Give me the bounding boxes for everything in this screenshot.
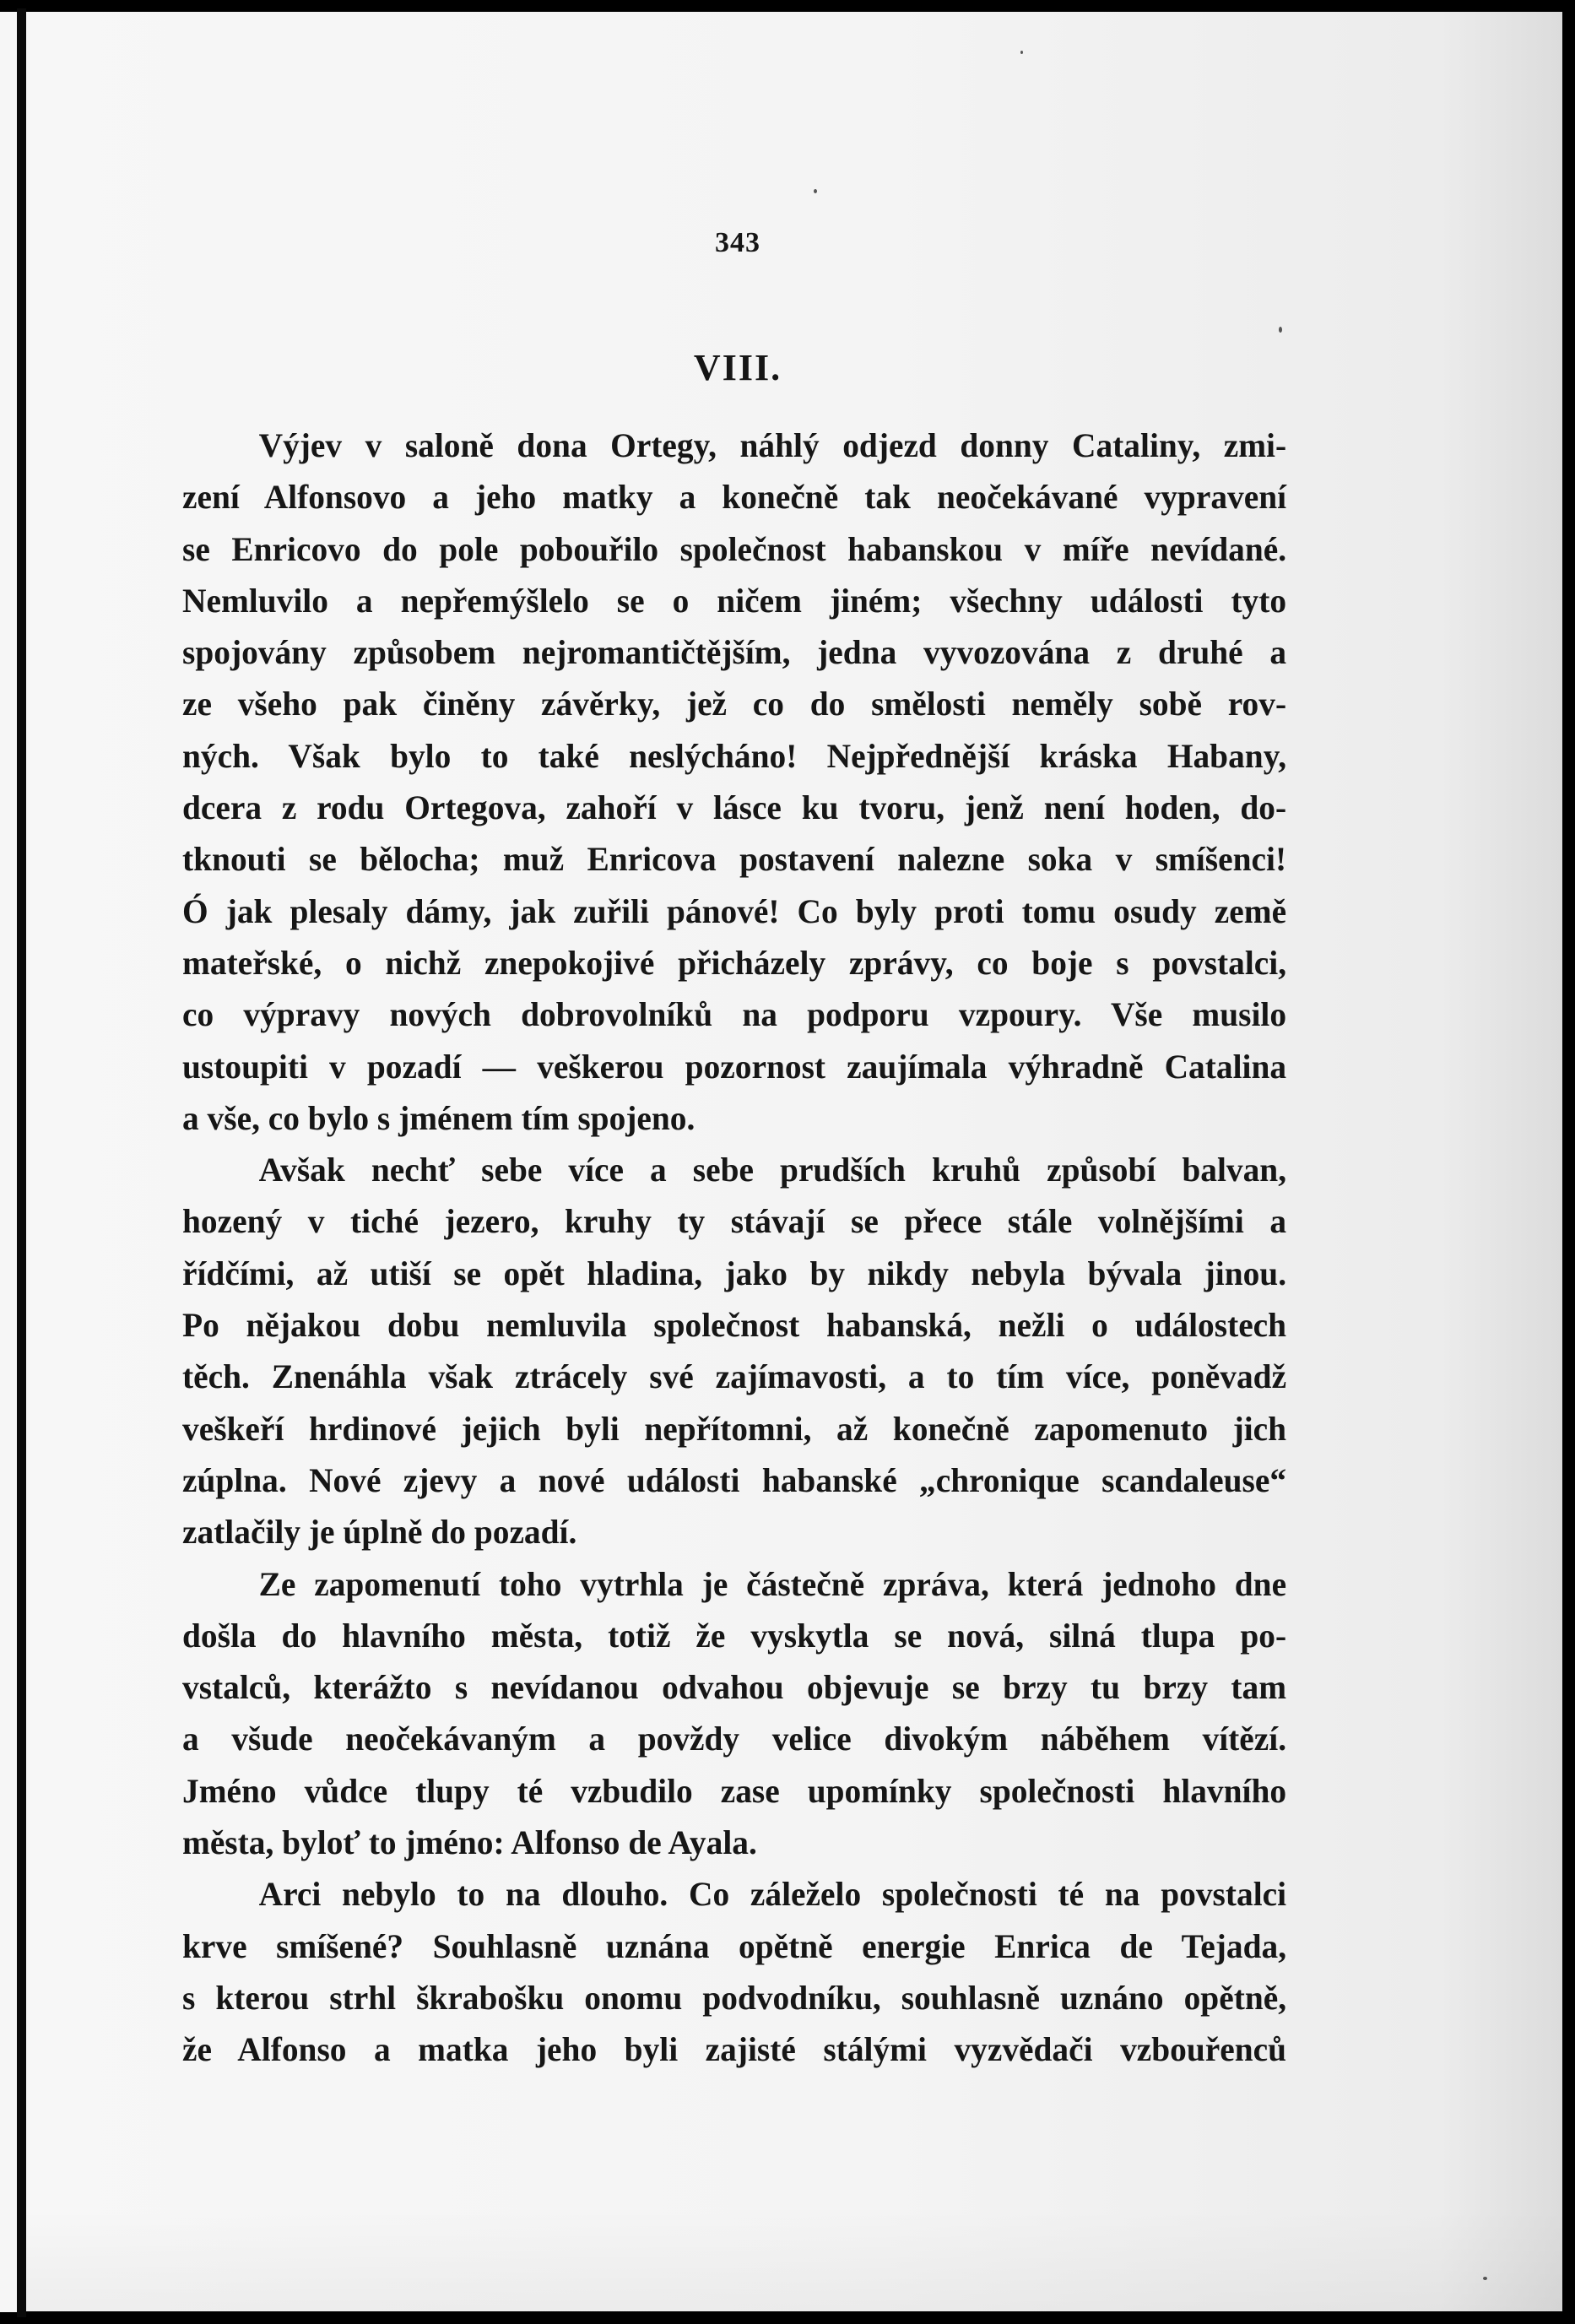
text-line: Nemluvilo a nepřemýšlelo se o ničem jiném; všechny události tyto: [182, 581, 1287, 620]
outer-margin-strip: [0, 12, 17, 2312]
text-line: zení Alfonsovo a jeho matky a konečně tak neočekávané vypravení: [182, 478, 1287, 517]
text-line: řídčími, až utiší se opět hladina, jako by nikdy nebyla bývala jinou.: [182, 1254, 1287, 1292]
text-line: co výpravy nových dobrovolníků na podporu vzpoury. Vše musilo: [182, 995, 1287, 1034]
text-line: že Alfonso a matka jeho byli zajisté stálými vyzvědači vzbouřenců: [182, 2030, 1287, 2069]
text-line: spojovány způsobem nejromantičtějším, jedna vyvozována z druhé a: [182, 633, 1287, 672]
speck: [814, 189, 817, 193]
text-line: mateřské, o nichž znepokojivé přicházely zprávy, co boje s povstalci,: [182, 943, 1287, 982]
text-line: krve smíšené? Souhlasně uznána opětně energie Enrica de Tejada,: [182, 1926, 1287, 1965]
text-line: a vše, co bylo s jménem tím spojeno.: [182, 1098, 695, 1137]
text-line: Avšak nechť sebe více a sebe prudších kruhů způsobí balvan,: [258, 1151, 1287, 1189]
speck: [1279, 327, 1282, 333]
text-line: Výjev v saloně dona Ortegy, náhlý odjezd donny Cataliny, zmi-: [258, 426, 1287, 464]
paragraph: [182, 1868, 1286, 2075]
text-line: Jméno vůdce tlupy té vzbudilo zase upomínky společnosti hlavního: [182, 1771, 1287, 1810]
text-line: se Enricovo do pole pobouřilo společnost habanskou v míře nevídané.: [182, 529, 1287, 568]
text-line: Arci nebylo to na dlouho. Co záleželo společnosti té na povstalci: [258, 1875, 1287, 1914]
text-line: zúplna. Nové zjevy a nové události habanské „chronique scandaleuse“: [182, 1460, 1287, 1499]
text-line: veškeří hrdinové jejich byli nepřítomni, až konečně zapomenuto jich: [182, 1409, 1287, 1448]
text-line: města, byloť to jméno: Alfonso de Ayala.: [182, 1823, 757, 1862]
chapter-heading: VIII.: [693, 347, 782, 388]
text-line: s kterou strhl škrabošku onomu podvodníku, souhlasně uznáno opětně,: [182, 1978, 1287, 2017]
text-line: hozený v tiché jezero, kruhy ty stávají se přece stále volnějšími a: [182, 1202, 1287, 1241]
text-line: dcera z rodu Ortegova, zahoří v lásce ku tvoru, jenž není hoden, do-: [182, 788, 1287, 827]
text-line: zatlačily je úplně do pozadí.: [182, 1513, 577, 1552]
paragraph: [182, 1558, 1286, 1869]
book-page: [26, 12, 1562, 2311]
text-line: ze všeho pak činěny závěrky, jež co do smělosti neměly sobě rov-: [182, 685, 1287, 723]
page-number: 343: [715, 227, 760, 258]
paragraph: [182, 1144, 1286, 1557]
speck: [1483, 2277, 1487, 2280]
text-line: Ó jak plesaly dámy, jak zuřili pánové! Co byly proti tomu osudy země: [182, 891, 1287, 930]
text-line: Po nějakou dobu nemluvila společnost habanská, nežli o událostech: [182, 1306, 1287, 1345]
text-line: Ze zapomenutí toho vytrhla je částečně zpráva, která jednoho dne: [258, 1564, 1287, 1603]
text-line: a všude neočekávaným a povždy velice divokým náběhem vítězí.: [182, 1720, 1287, 1758]
body-text: [182, 420, 1286, 2076]
binding-edge-rule: [17, 8, 26, 2317]
text-line: došla do hlavního města, totiž že vyskytla se nová, silná tlupa po-: [182, 1616, 1287, 1655]
paragraph: [182, 420, 1286, 1144]
text-line: těch. Znenáhla však ztrácely své zajímavosti, a to tím více, poněvadž: [182, 1357, 1287, 1396]
text-line: ných. Však bylo to také neslýcháno! Nejpřednější kráska Habany,: [182, 736, 1287, 775]
text-line: ustoupiti v pozadí — veškerou pozornost zaujímala výhradně Catalina: [182, 1047, 1287, 1086]
speck: [1020, 51, 1023, 54]
text-line: tknouti se bělocha; muž Enricova postavení nalezne soka v smíšenci!: [182, 840, 1287, 879]
text-line: vstalců, kterážto s nevídanou odvahou objevuje se brzy tu brzy tam: [182, 1668, 1287, 1707]
